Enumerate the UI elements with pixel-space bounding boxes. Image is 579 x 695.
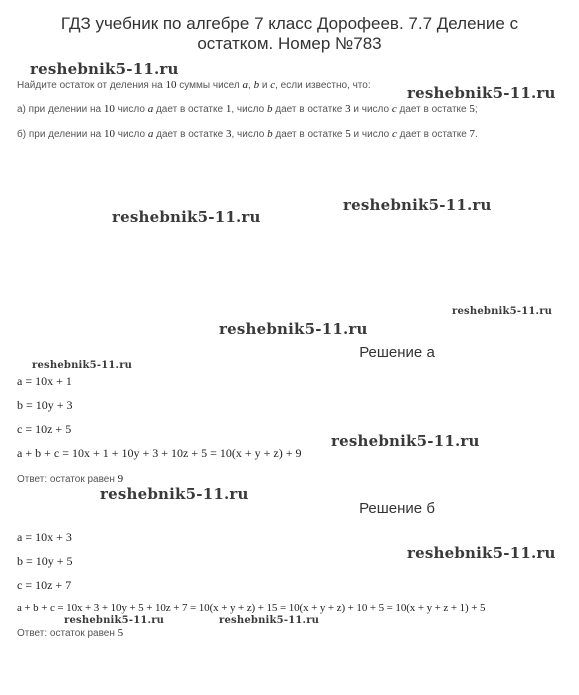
problem-intro-text: Найдите остаток от деления на — [17, 80, 166, 91]
watermark: reshebnik5-11.ru — [64, 615, 165, 626]
solution-a-answer — [17, 473, 123, 485]
watermark: reshebnik5-11.ru — [343, 196, 492, 214]
watermark: reshebnik5-11.ru — [219, 615, 320, 626]
watermark: reshebnik5-11.ru — [100, 485, 249, 503]
answer-value: 5 — [117, 627, 124, 639]
solution-b-answer — [17, 627, 123, 639]
solution-a-equation-2: b = 10y + 3 — [17, 398, 73, 412]
solution-b-equation-3: c = 10z + 7 — [17, 578, 72, 592]
watermark: reshebnik5-11.ru — [407, 84, 556, 102]
variable-b: b — [253, 79, 260, 91]
watermark: reshebnik5-11.ru — [112, 208, 261, 226]
watermark: reshebnik5-11.ru — [407, 544, 556, 562]
part-b-text: дает в остатке — [153, 129, 226, 140]
part-b-text: . — [475, 129, 478, 140]
solution-a-equation-4: a + b + c = 10x + 1 + 10y + 3 + 10z + 5 = 10(x + y + z) + 9 — [17, 446, 302, 460]
watermark: reshebnik5-11.ru — [452, 306, 553, 317]
page-title-line-2: остатком. Номер №783 — [197, 34, 382, 53]
solution-b-equation-4: a + b + c = 10x + 3 + 10y + 5 + 10z + 7 = 10(x + y + z) + 15 = 10(x + y + z) + 10 + 5 = 10(x + y + z + 1) + 5 — [17, 602, 486, 614]
variable-b: b — [266, 103, 273, 115]
solution-a-equation-1: a = 10x + 1 — [17, 374, 72, 388]
part-a-text: ; — [474, 104, 478, 115]
solution-a-heading: Решение а — [359, 344, 435, 361]
answer-value: 9 — [117, 473, 124, 485]
problem-part-a — [17, 103, 478, 116]
solution-b-equation-2: b = 10y + 5 — [17, 554, 73, 568]
part-b-text: дает в остатке — [272, 129, 346, 140]
part-b-text: б) при делении на — [17, 129, 104, 140]
solution-a-equation-3: c = 10z + 5 — [17, 422, 72, 436]
answer-label: Ответ: остаток равен — [17, 474, 118, 485]
page-title-line-1: ГДЗ учебник по алгебре 7 класс Дорофеев. 7.7 Деление с — [60, 14, 519, 33]
solution-b-equation-1: a = 10x + 3 — [17, 530, 72, 544]
part-b-number: 3 — [226, 128, 232, 140]
watermark: reshebnik5-11.ru — [32, 360, 133, 371]
part-a-number: 5 — [469, 103, 475, 115]
problem-intro-text: , если известно, что: — [275, 80, 371, 91]
part-b-number: 5 — [345, 128, 351, 140]
problem-intro — [17, 79, 371, 92]
part-b-text: , число — [231, 129, 268, 140]
problem-intro-text: суммы чисел — [176, 80, 243, 91]
part-a-number: 1 — [225, 103, 232, 115]
watermark: reshebnik5-11.ru — [331, 432, 480, 450]
problem-intro-text: , — [248, 80, 254, 91]
part-b-text: и число — [350, 129, 393, 140]
watermark: reshebnik5-11.ru — [219, 320, 368, 338]
part-a-number: 3 — [345, 103, 351, 115]
solution-b-heading: Решение б — [359, 500, 435, 517]
part-b-number: 10 — [103, 128, 115, 140]
variable-a: a — [147, 128, 154, 140]
variable-c: c — [270, 79, 276, 91]
part-a-text: дает в остатке — [153, 104, 226, 115]
answer-label: Ответ: остаток равен — [17, 628, 118, 639]
variable-b: b — [267, 128, 273, 140]
problem-intro-divisor: 10 — [165, 79, 177, 91]
variable-c: c — [392, 128, 397, 140]
part-a-text: а) при делении на — [17, 104, 104, 115]
variable-a: a — [147, 103, 154, 115]
page-title — [0, 14, 579, 54]
part-a-text: дает в остатке — [272, 104, 346, 115]
part-b-text: дает в остатке — [396, 129, 470, 140]
part-a-text: дает в остатке — [396, 104, 470, 115]
part-a-text: число — [114, 104, 148, 115]
problem-part-b — [17, 128, 478, 141]
watermark: reshebnik5-11.ru — [30, 60, 179, 78]
variable-a: a — [242, 79, 249, 91]
part-a-text: и число — [350, 104, 392, 115]
problem-intro-text: и — [259, 80, 271, 91]
variable-c: c — [391, 103, 397, 115]
part-a-text: , число — [231, 104, 267, 115]
part-a-number: 10 — [103, 103, 115, 115]
part-b-number: 7 — [469, 128, 476, 140]
part-b-text: число — [114, 129, 148, 140]
